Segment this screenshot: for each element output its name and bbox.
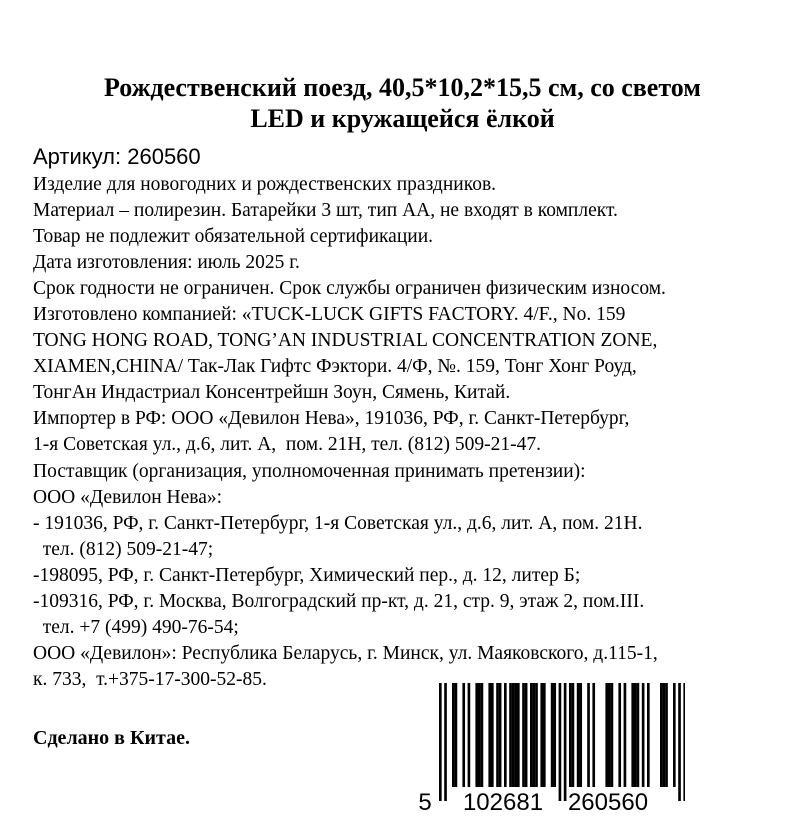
barcode-digit-first: 5 <box>418 789 432 815</box>
barcode-bar <box>577 683 580 787</box>
barcode-bar <box>611 683 614 787</box>
article-number: Артикул: 260560 <box>33 144 201 169</box>
barcode-bar <box>572 683 575 787</box>
barcode-bar <box>452 683 455 787</box>
barcode-bar <box>592 683 595 787</box>
barcode-bar <box>475 683 478 787</box>
text-line: Дата изготовления: июль 2025 г. <box>33 252 300 274</box>
text-line: Срок годности не ограничен. Срок службы ограничен физическим износом. <box>33 278 666 300</box>
barcode-bar <box>504 683 507 787</box>
barcode-bar <box>553 683 556 787</box>
text-line: ООО «Девилон»: Республика Беларусь, г. Минск, ул. Маяковского, д.115-1, <box>33 642 658 664</box>
product-title-line-1: Рождественский поезд, 40,5*10,2*15,5 см, со светом <box>103 73 701 102</box>
text-line: Материал – полирезин. Батарейки 3 шт, тип АА, не входят в комплект. <box>33 200 618 222</box>
barcode-bar <box>499 683 502 787</box>
barcode-bar <box>525 683 528 787</box>
barcode-bar <box>517 683 520 787</box>
barcode-bar <box>579 683 582 787</box>
barcode-bar <box>663 683 666 787</box>
text-line: - 191036, РФ, г. Санкт-Петербург, 1-я Советская ул., д.6, лит. А, пом. 21Н. <box>33 512 643 534</box>
barcode-bar <box>634 683 637 787</box>
text-line: Изделие для новогодних и рождественских праздников. <box>33 174 497 195</box>
barcode-bar <box>535 683 538 787</box>
product-title <box>20 72 785 134</box>
barcode-bar <box>559 683 562 801</box>
barcode-bar <box>509 683 512 787</box>
barcode-bar <box>491 683 494 787</box>
barcode-bar <box>488 683 491 787</box>
text-line: Поставщик (организация, уполномоченная принимать претензии): <box>33 460 586 482</box>
text-line: 1-я Советская ул., д.6, лит. А, пом. 21Н, тел. (812) 509-21-47. <box>33 434 542 456</box>
barcode-bar <box>637 683 640 787</box>
text-line: ТонгАн Индастриал Консентрейшн Зоун, Сямень, Китай. <box>33 382 511 404</box>
barcode-digits-right: 260560 <box>567 789 649 815</box>
barcode-bar <box>660 683 663 787</box>
barcode-bar <box>514 683 517 787</box>
barcode-bar <box>439 683 442 801</box>
text-line: -198095, РФ, г. Санкт-Петербург, Химический пер., д. 12, литер Б; <box>33 564 581 586</box>
barcode-bar <box>478 683 481 787</box>
text-line: к. 733, т.+375-17-300-52-85. <box>33 668 267 690</box>
barcode-bar <box>642 683 645 787</box>
barcode-bar <box>444 683 447 801</box>
barcode-bar <box>468 683 471 787</box>
barcode-bar <box>462 683 465 787</box>
barcode-bars <box>439 683 685 801</box>
barcode-bar <box>551 683 554 787</box>
text-line: тел. (812) 509-21-47; <box>33 538 214 560</box>
barcode-bar <box>605 683 608 787</box>
text-line: TONG HONG ROAD, TONG’AN INDUSTRIAL CONCENTRATION ZONE, <box>33 330 658 352</box>
text-line: Изготовлено компанией: «TUCK-LUCK GIFTS FACTORY. 4/F., No. 159 <box>33 304 626 326</box>
barcode-bar <box>569 683 572 787</box>
barcode-bar <box>618 683 621 787</box>
barcode-bar <box>512 683 515 787</box>
text-line: Импортер в РФ: ООО «Девилон Нева», 191036, РФ, г. Санкт-Петербург, <box>33 408 630 430</box>
country-of-origin: Сделано в Китае. <box>33 727 190 749</box>
barcode-bar <box>522 683 525 787</box>
barcode-bar <box>647 683 650 787</box>
text-line: -109316, РФ, г. Москва, Волгоградский пр-кт, д. 21, стр. 9, этаж 2, пом.III. <box>33 590 645 612</box>
product-description <box>33 172 793 693</box>
barcode-bar <box>624 683 627 787</box>
barcode-bar <box>543 683 546 787</box>
barcode-bar <box>673 683 676 787</box>
barcode-bar <box>665 683 668 787</box>
product-title-line-2: LED и кружащейся ёлкой <box>250 104 555 133</box>
text-line: ООО «Девилон Нева»: <box>33 486 223 508</box>
barcode-bar <box>455 683 458 787</box>
barcode-bar <box>631 683 634 787</box>
barcode-bar <box>564 683 567 801</box>
barcode-bar <box>530 683 533 787</box>
barcode-digits-left: 102681 <box>462 789 544 815</box>
text-line: тел. +7 (499) 490-76-54; <box>33 616 239 638</box>
ean13-barcode <box>415 683 685 815</box>
text-line: XIAMEN,CHINA/ Так-Лак Гифтс Фэктори. 4/Ф, №. 159, Тонг Хонг Роуд, <box>33 356 637 378</box>
barcode-bar <box>587 683 590 787</box>
text-line: Товар не подлежит обязательной сертификации. <box>33 226 434 248</box>
barcode-bar <box>678 683 681 801</box>
barcode-bar <box>481 683 484 787</box>
barcode-bar <box>533 683 536 787</box>
barcode-bar <box>683 683 685 801</box>
barcode-bar <box>608 683 611 787</box>
barcode-bar <box>540 683 543 787</box>
barcode-bar <box>496 683 499 787</box>
